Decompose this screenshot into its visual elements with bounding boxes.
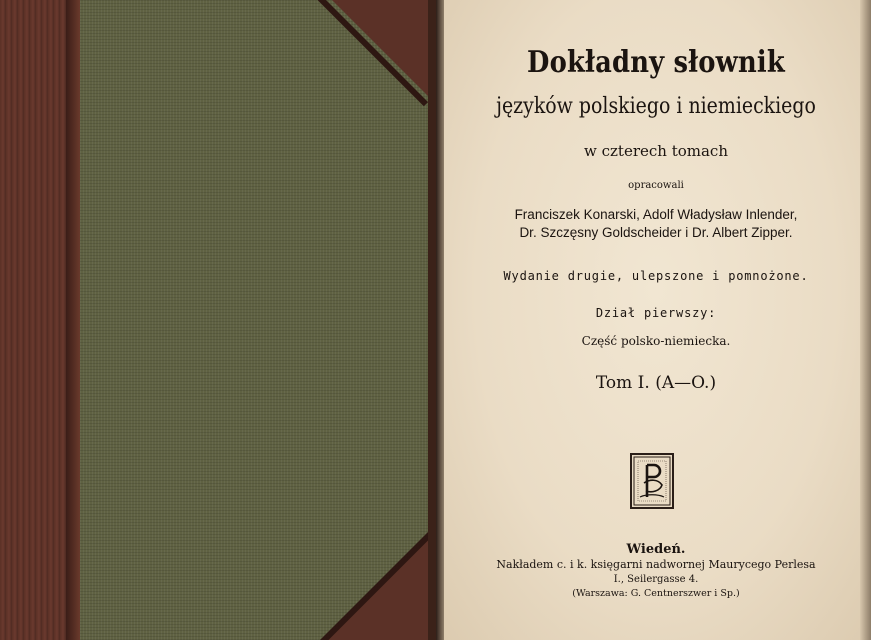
part-name: Część polsko-niemiecka. (581, 334, 731, 348)
authors-line-1: Franciszek Konarski, Adolf Władysław Inlender, (514, 207, 798, 222)
edition-note: Wydanie drugie, ulepszone i pomnożone. (503, 269, 809, 283)
title-page (444, 0, 868, 640)
warsaw-distributor: (Warszawa: G. Centnerszwer i Sp.) (572, 588, 740, 599)
gutter (436, 0, 444, 640)
publisher-name: Nakładem c. i k. księgarni nadwornej Maurycego Perlesa (496, 558, 816, 571)
leather-corner-top (332, 0, 432, 100)
division-heading: Dział pierwszy: (595, 306, 717, 320)
authors-line-2: Dr. Szczęsny Goldscheider i Dr. Albert Zipper. (519, 225, 793, 240)
publisher-address: I., Seilergasse 4. (613, 574, 699, 585)
book-title: Dokładny słownik (527, 45, 785, 80)
prepared-by: opracowali (628, 180, 684, 191)
volumes-note: w czterech tomach (584, 142, 728, 160)
publisher-monogram-icon (630, 453, 674, 509)
book-subtitle: języków polskiego i niemieckiego (496, 94, 816, 119)
page-edge (860, 0, 871, 640)
spine-edge (66, 0, 80, 640)
volume-label: Tom I. (A—O.) (595, 373, 717, 393)
cover-board-edge (428, 0, 436, 640)
publisher-city: Wiedeń. (626, 542, 686, 557)
